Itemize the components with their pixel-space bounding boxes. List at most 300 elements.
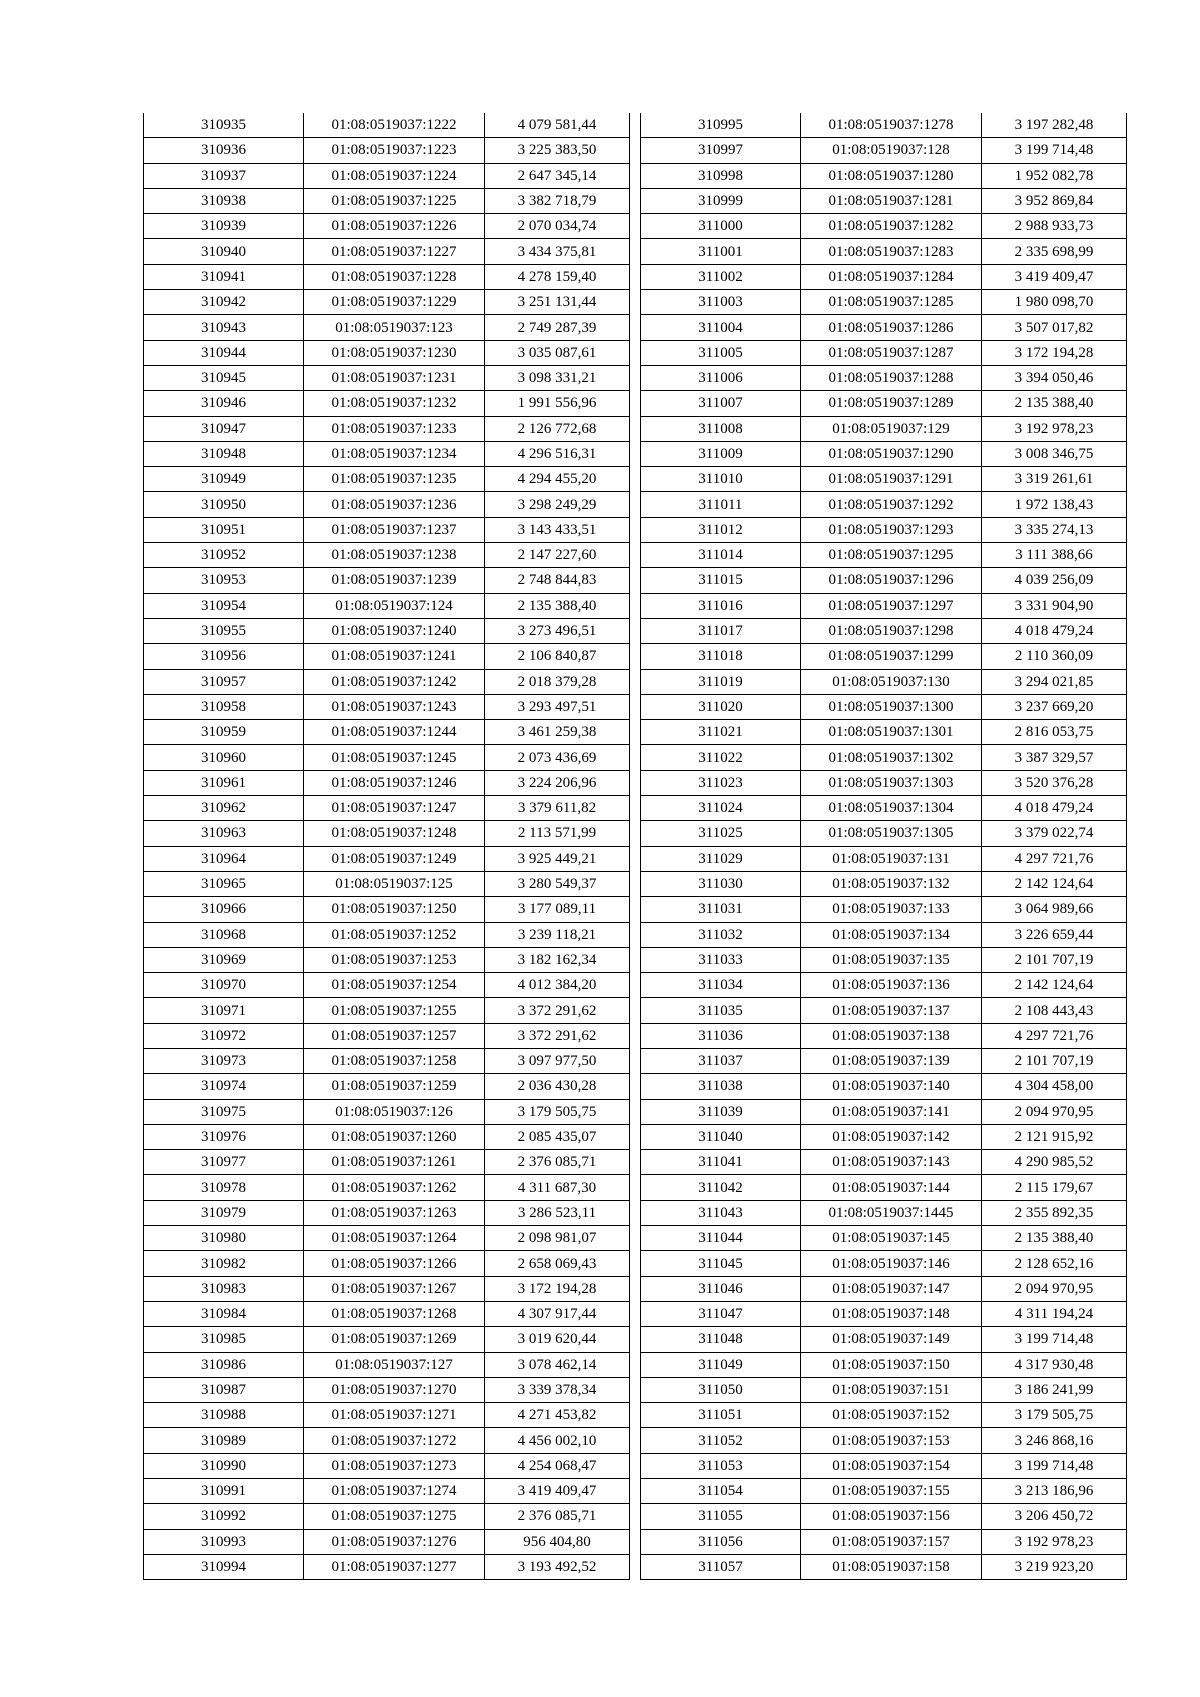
value-cell: 3 335 274,13 bbox=[982, 517, 1127, 542]
value-cell: 3 226 659,44 bbox=[982, 922, 1127, 947]
table-row bbox=[144, 1529, 630, 1554]
row-number-cell: 310956 bbox=[144, 644, 304, 669]
row-number-cell: 311050 bbox=[641, 1377, 801, 1402]
table-row bbox=[641, 871, 1127, 896]
cadastral-number-cell: 01:08:0519037:1231 bbox=[304, 365, 485, 390]
cadastral-number-cell: 01:08:0519037:152 bbox=[801, 1403, 982, 1428]
cadastral-number-cell: 01:08:0519037:145 bbox=[801, 1226, 982, 1251]
row-number-cell: 310999 bbox=[641, 188, 801, 213]
row-number-cell: 311016 bbox=[641, 593, 801, 618]
row-number-cell: 311044 bbox=[641, 1226, 801, 1251]
table-row bbox=[144, 441, 630, 466]
value-cell: 3 372 291,62 bbox=[485, 1023, 630, 1048]
cadastral-number-cell: 01:08:0519037:130 bbox=[801, 669, 982, 694]
row-number-cell: 310998 bbox=[641, 163, 801, 188]
row-number-cell: 311036 bbox=[641, 1023, 801, 1048]
cadastral-number-cell: 01:08:0519037:138 bbox=[801, 1023, 982, 1048]
cadastral-number-cell: 01:08:0519037:132 bbox=[801, 871, 982, 896]
cadastral-number-cell: 01:08:0519037:1302 bbox=[801, 745, 982, 770]
cadastral-number-cell: 01:08:0519037:1241 bbox=[304, 644, 485, 669]
table-row bbox=[144, 1048, 630, 1073]
cadastral-number-cell: 01:08:0519037:1227 bbox=[304, 239, 485, 264]
row-number-cell: 310986 bbox=[144, 1352, 304, 1377]
row-number-cell: 311024 bbox=[641, 796, 801, 821]
value-cell: 3 319 261,61 bbox=[982, 467, 1127, 492]
row-number-cell: 311008 bbox=[641, 416, 801, 441]
cadastral-number-cell: 01:08:0519037:1233 bbox=[304, 416, 485, 441]
row-number-cell: 310955 bbox=[144, 618, 304, 643]
cadastral-number-cell: 01:08:0519037:142 bbox=[801, 1124, 982, 1149]
row-number-cell: 310940 bbox=[144, 239, 304, 264]
value-cell: 3 246 868,16 bbox=[982, 1428, 1127, 1453]
cadastral-number-cell: 01:08:0519037:1229 bbox=[304, 290, 485, 315]
cadastral-number-cell: 01:08:0519037:126 bbox=[304, 1099, 485, 1124]
value-cell: 4 039 256,09 bbox=[982, 568, 1127, 593]
table-row bbox=[144, 694, 630, 719]
row-number-cell: 311029 bbox=[641, 846, 801, 871]
cadastral-number-cell: 01:08:0519037:1301 bbox=[801, 720, 982, 745]
row-number-cell: 310946 bbox=[144, 391, 304, 416]
value-cell: 2 748 844,83 bbox=[485, 568, 630, 593]
value-cell: 4 018 479,24 bbox=[982, 796, 1127, 821]
value-cell: 3 182 162,34 bbox=[485, 947, 630, 972]
value-cell: 2 749 287,39 bbox=[485, 315, 630, 340]
row-number-cell: 311047 bbox=[641, 1301, 801, 1326]
table-row bbox=[641, 1327, 1127, 1352]
row-number-cell: 310975 bbox=[144, 1099, 304, 1124]
table-row bbox=[641, 821, 1127, 846]
value-cell: 4 297 721,76 bbox=[982, 846, 1127, 871]
row-number-cell: 310997 bbox=[641, 138, 801, 163]
value-cell: 4 254 068,47 bbox=[485, 1453, 630, 1478]
table-row bbox=[641, 1124, 1127, 1149]
row-number-cell: 310977 bbox=[144, 1150, 304, 1175]
table-row bbox=[641, 1453, 1127, 1478]
table-row bbox=[641, 1276, 1127, 1301]
cadastral-number-cell: 01:08:0519037:1278 bbox=[801, 113, 982, 138]
table-row bbox=[641, 1377, 1127, 1402]
table-row bbox=[144, 1200, 630, 1225]
value-cell: 4 304 458,00 bbox=[982, 1074, 1127, 1099]
row-number-cell: 311037 bbox=[641, 1048, 801, 1073]
value-cell: 3 213 186,96 bbox=[982, 1479, 1127, 1504]
value-cell: 3 179 505,75 bbox=[982, 1403, 1127, 1428]
value-cell: 3 331 904,90 bbox=[982, 593, 1127, 618]
row-number-cell: 310976 bbox=[144, 1124, 304, 1149]
row-number-cell: 310983 bbox=[144, 1276, 304, 1301]
value-cell: 2 335 698,99 bbox=[982, 239, 1127, 264]
table-row bbox=[641, 391, 1127, 416]
cadastral-number-cell: 01:08:0519037:1240 bbox=[304, 618, 485, 643]
row-number-cell: 310937 bbox=[144, 163, 304, 188]
row-number-cell: 310978 bbox=[144, 1175, 304, 1200]
row-number-cell: 311052 bbox=[641, 1428, 801, 1453]
table-row bbox=[144, 264, 630, 289]
table-row bbox=[144, 973, 630, 998]
value-cell: 2 121 915,92 bbox=[982, 1124, 1127, 1149]
row-number-cell: 311017 bbox=[641, 618, 801, 643]
row-number-cell: 310974 bbox=[144, 1074, 304, 1099]
cadastral-number-cell: 01:08:0519037:146 bbox=[801, 1251, 982, 1276]
row-number-cell: 311055 bbox=[641, 1504, 801, 1529]
cadastral-number-cell: 01:08:0519037:1282 bbox=[801, 214, 982, 239]
table-row bbox=[641, 1226, 1127, 1251]
table-row bbox=[144, 391, 630, 416]
value-cell: 3 520 376,28 bbox=[982, 770, 1127, 795]
row-number-cell: 311041 bbox=[641, 1150, 801, 1175]
row-number-cell: 311031 bbox=[641, 897, 801, 922]
value-cell: 3 251 131,44 bbox=[485, 290, 630, 315]
value-cell: 3 280 549,37 bbox=[485, 871, 630, 896]
cadastral-number-cell: 01:08:0519037:1285 bbox=[801, 290, 982, 315]
value-cell: 1 980 098,70 bbox=[982, 290, 1127, 315]
table-row bbox=[641, 1529, 1127, 1554]
cadastral-number-cell: 01:08:0519037:1260 bbox=[304, 1124, 485, 1149]
cadastral-number-cell: 01:08:0519037:139 bbox=[801, 1048, 982, 1073]
value-cell: 4 307 917,44 bbox=[485, 1301, 630, 1326]
row-number-cell: 310954 bbox=[144, 593, 304, 618]
row-number-cell: 310970 bbox=[144, 973, 304, 998]
cadastral-number-cell: 01:08:0519037:1249 bbox=[304, 846, 485, 871]
row-number-cell: 311042 bbox=[641, 1175, 801, 1200]
row-number-cell: 310939 bbox=[144, 214, 304, 239]
value-cell: 2 376 085,71 bbox=[485, 1150, 630, 1175]
table-row bbox=[641, 669, 1127, 694]
row-number-cell: 310968 bbox=[144, 922, 304, 947]
value-cell: 3 111 388,66 bbox=[982, 543, 1127, 568]
table-row bbox=[641, 1301, 1127, 1326]
row-number-cell: 310962 bbox=[144, 796, 304, 821]
cadastral-number-cell: 01:08:0519037:135 bbox=[801, 947, 982, 972]
value-cell: 3 434 375,81 bbox=[485, 239, 630, 264]
value-cell: 2 816 053,75 bbox=[982, 720, 1127, 745]
table-row bbox=[144, 188, 630, 213]
value-cell: 3 035 087,61 bbox=[485, 340, 630, 365]
cadastral-number-cell: 01:08:0519037:149 bbox=[801, 1327, 982, 1352]
value-cell: 3 461 259,38 bbox=[485, 720, 630, 745]
table-row bbox=[144, 1124, 630, 1149]
row-number-cell: 310966 bbox=[144, 897, 304, 922]
cadastral-number-cell: 01:08:0519037:1222 bbox=[304, 113, 485, 138]
table-row bbox=[641, 1200, 1127, 1225]
cadastral-number-cell: 01:08:0519037:1271 bbox=[304, 1403, 485, 1428]
table-row bbox=[641, 1403, 1127, 1428]
row-number-cell: 310953 bbox=[144, 568, 304, 593]
row-number-cell: 310993 bbox=[144, 1529, 304, 1554]
table-row bbox=[641, 846, 1127, 871]
table-row bbox=[144, 517, 630, 542]
table-row bbox=[144, 1554, 630, 1579]
cadastral-number-cell: 01:08:0519037:1304 bbox=[801, 796, 982, 821]
table-row bbox=[641, 290, 1127, 315]
table-row bbox=[144, 163, 630, 188]
value-cell: 3 379 022,74 bbox=[982, 821, 1127, 846]
row-number-cell: 311054 bbox=[641, 1479, 801, 1504]
cadastral-number-cell: 01:08:0519037:1277 bbox=[304, 1554, 485, 1579]
value-cell: 3 952 869,84 bbox=[982, 188, 1127, 213]
table-row bbox=[641, 618, 1127, 643]
table-row bbox=[144, 543, 630, 568]
row-number-cell: 311001 bbox=[641, 239, 801, 264]
cadastral-number-cell: 01:08:0519037:1228 bbox=[304, 264, 485, 289]
row-number-cell: 310960 bbox=[144, 745, 304, 770]
row-number-cell: 310959 bbox=[144, 720, 304, 745]
value-cell: 3 193 492,52 bbox=[485, 1554, 630, 1579]
row-number-cell: 310938 bbox=[144, 188, 304, 213]
value-cell: 956 404,80 bbox=[485, 1529, 630, 1554]
cadastral-number-cell: 01:08:0519037:128 bbox=[801, 138, 982, 163]
value-cell: 3 925 449,21 bbox=[485, 846, 630, 871]
table-row bbox=[641, 340, 1127, 365]
value-cell: 3 273 496,51 bbox=[485, 618, 630, 643]
table-row bbox=[641, 138, 1127, 163]
value-cell: 4 278 159,40 bbox=[485, 264, 630, 289]
row-number-cell: 310958 bbox=[144, 694, 304, 719]
row-number-cell: 311015 bbox=[641, 568, 801, 593]
cadastral-number-cell: 01:08:0519037:141 bbox=[801, 1099, 982, 1124]
value-cell: 2 108 443,43 bbox=[982, 998, 1127, 1023]
value-cell: 3 339 378,34 bbox=[485, 1377, 630, 1402]
cadastral-number-cell: 01:08:0519037:1239 bbox=[304, 568, 485, 593]
table-row bbox=[144, 947, 630, 972]
row-number-cell: 310950 bbox=[144, 492, 304, 517]
table-row bbox=[641, 214, 1127, 239]
table-row bbox=[641, 188, 1127, 213]
table-row bbox=[641, 922, 1127, 947]
cadastral-number-cell: 01:08:0519037:143 bbox=[801, 1150, 982, 1175]
table-row bbox=[144, 467, 630, 492]
row-number-cell: 310949 bbox=[144, 467, 304, 492]
cadastral-number-cell: 01:08:0519037:1292 bbox=[801, 492, 982, 517]
value-cell: 1 991 556,96 bbox=[485, 391, 630, 416]
cadastral-number-cell: 01:08:0519037:125 bbox=[304, 871, 485, 896]
value-cell: 3 192 978,23 bbox=[982, 1529, 1127, 1554]
row-number-cell: 310942 bbox=[144, 290, 304, 315]
cadastral-number-cell: 01:08:0519037:1296 bbox=[801, 568, 982, 593]
table-row bbox=[144, 416, 630, 441]
value-cell: 4 290 985,52 bbox=[982, 1150, 1127, 1175]
row-number-cell: 311032 bbox=[641, 922, 801, 947]
table-row bbox=[144, 340, 630, 365]
table-row bbox=[641, 1099, 1127, 1124]
row-number-cell: 310945 bbox=[144, 365, 304, 390]
row-number-cell: 311006 bbox=[641, 365, 801, 390]
table-row bbox=[144, 1301, 630, 1326]
cadastral-number-cell: 01:08:0519037:1255 bbox=[304, 998, 485, 1023]
cadastral-number-cell: 01:08:0519037:1226 bbox=[304, 214, 485, 239]
value-cell: 2 128 652,16 bbox=[982, 1251, 1127, 1276]
value-cell: 2 094 970,95 bbox=[982, 1276, 1127, 1301]
row-number-cell: 311012 bbox=[641, 517, 801, 542]
value-cell: 2 376 085,71 bbox=[485, 1504, 630, 1529]
value-cell: 2 036 430,28 bbox=[485, 1074, 630, 1099]
cadastral-number-cell: 01:08:0519037:153 bbox=[801, 1428, 982, 1453]
row-number-cell: 310982 bbox=[144, 1251, 304, 1276]
value-cell: 2 135 388,40 bbox=[982, 1226, 1127, 1251]
row-number-cell: 310973 bbox=[144, 1048, 304, 1073]
row-number-cell: 311038 bbox=[641, 1074, 801, 1099]
value-cell: 4 311 687,30 bbox=[485, 1175, 630, 1200]
cadastral-number-cell: 01:08:0519037:1253 bbox=[304, 947, 485, 972]
cadastral-number-cell: 01:08:0519037:1274 bbox=[304, 1479, 485, 1504]
value-cell: 1 952 082,78 bbox=[982, 163, 1127, 188]
table-row bbox=[641, 1175, 1127, 1200]
row-number-cell: 311011 bbox=[641, 492, 801, 517]
cadastral-number-cell: 01:08:0519037:1303 bbox=[801, 770, 982, 795]
cadastral-number-cell: 01:08:0519037:134 bbox=[801, 922, 982, 947]
table-row bbox=[641, 568, 1127, 593]
row-number-cell: 311020 bbox=[641, 694, 801, 719]
value-cell: 3 293 497,51 bbox=[485, 694, 630, 719]
cadastral-number-cell: 01:08:0519037:1291 bbox=[801, 467, 982, 492]
cadastral-number-cell: 01:08:0519037:1248 bbox=[304, 821, 485, 846]
row-number-cell: 310965 bbox=[144, 871, 304, 896]
value-cell: 3 192 978,23 bbox=[982, 416, 1127, 441]
table-row bbox=[144, 669, 630, 694]
value-cell: 3 379 611,82 bbox=[485, 796, 630, 821]
cadastral-number-cell: 01:08:0519037:1284 bbox=[801, 264, 982, 289]
cadastral-number-cell: 01:08:0519037:1270 bbox=[304, 1377, 485, 1402]
table-row bbox=[641, 1504, 1127, 1529]
table-row bbox=[144, 239, 630, 264]
value-cell: 3 239 118,21 bbox=[485, 922, 630, 947]
row-number-cell: 310984 bbox=[144, 1301, 304, 1326]
table-row bbox=[641, 973, 1127, 998]
table-row bbox=[641, 745, 1127, 770]
cadastral-number-cell: 01:08:0519037:140 bbox=[801, 1074, 982, 1099]
table-row bbox=[144, 1377, 630, 1402]
row-number-cell: 311004 bbox=[641, 315, 801, 340]
value-cell: 2 142 124,64 bbox=[982, 871, 1127, 896]
value-cell: 2 094 970,95 bbox=[982, 1099, 1127, 1124]
value-cell: 2 098 981,07 bbox=[485, 1226, 630, 1251]
value-cell: 4 294 455,20 bbox=[485, 467, 630, 492]
cadastral-number-cell: 01:08:0519037:123 bbox=[304, 315, 485, 340]
cadastral-number-cell: 01:08:0519037:1246 bbox=[304, 770, 485, 795]
cadastral-number-cell: 01:08:0519037:1290 bbox=[801, 441, 982, 466]
row-number-cell: 310995 bbox=[641, 113, 801, 138]
cadastral-number-cell: 01:08:0519037:1275 bbox=[304, 1504, 485, 1529]
cadastral-number-cell: 01:08:0519037:1242 bbox=[304, 669, 485, 694]
row-number-cell: 311056 bbox=[641, 1529, 801, 1554]
value-cell: 1 972 138,43 bbox=[982, 492, 1127, 517]
value-cell: 2 126 772,68 bbox=[485, 416, 630, 441]
cadastral-number-cell: 01:08:0519037:124 bbox=[304, 593, 485, 618]
cadastral-number-cell: 01:08:0519037:1445 bbox=[801, 1200, 982, 1225]
value-cell: 3 237 669,20 bbox=[982, 694, 1127, 719]
cadastral-number-cell: 01:08:0519037:1232 bbox=[304, 391, 485, 416]
table-row bbox=[641, 441, 1127, 466]
table-row bbox=[641, 163, 1127, 188]
table-row bbox=[641, 720, 1127, 745]
cadastral-number-cell: 01:08:0519037:1247 bbox=[304, 796, 485, 821]
value-cell: 3 419 409,47 bbox=[982, 264, 1127, 289]
cadastral-number-cell: 01:08:0519037:1266 bbox=[304, 1251, 485, 1276]
cadastral-number-cell: 01:08:0519037:1252 bbox=[304, 922, 485, 947]
table-row bbox=[144, 846, 630, 871]
row-number-cell: 310980 bbox=[144, 1226, 304, 1251]
row-number-cell: 310936 bbox=[144, 138, 304, 163]
table-row bbox=[144, 1074, 630, 1099]
row-number-cell: 311049 bbox=[641, 1352, 801, 1377]
table-row bbox=[641, 467, 1127, 492]
cadastral-number-cell: 01:08:0519037:1288 bbox=[801, 365, 982, 390]
row-number-cell: 310985 bbox=[144, 1327, 304, 1352]
row-number-cell: 311010 bbox=[641, 467, 801, 492]
value-cell: 3 186 241,99 bbox=[982, 1377, 1127, 1402]
cadastral-number-cell: 01:08:0519037:1262 bbox=[304, 1175, 485, 1200]
table-row bbox=[144, 770, 630, 795]
cadastral-number-cell: 01:08:0519037:1273 bbox=[304, 1453, 485, 1478]
table-row bbox=[144, 568, 630, 593]
row-number-cell: 310992 bbox=[144, 1504, 304, 1529]
cadastral-number-cell: 01:08:0519037:155 bbox=[801, 1479, 982, 1504]
cadastral-number-cell: 01:08:0519037:157 bbox=[801, 1529, 982, 1554]
table-row bbox=[144, 1226, 630, 1251]
table-row bbox=[641, 796, 1127, 821]
value-cell: 3 382 718,79 bbox=[485, 188, 630, 213]
row-number-cell: 311035 bbox=[641, 998, 801, 1023]
cadastral-number-cell: 01:08:0519037:151 bbox=[801, 1377, 982, 1402]
table-row bbox=[144, 871, 630, 896]
table-row bbox=[641, 1479, 1127, 1504]
cadastral-number-cell: 01:08:0519037:1261 bbox=[304, 1150, 485, 1175]
value-cell: 4 079 581,44 bbox=[485, 113, 630, 138]
row-number-cell: 311000 bbox=[641, 214, 801, 239]
table-row bbox=[144, 1327, 630, 1352]
table-row bbox=[641, 947, 1127, 972]
row-number-cell: 310994 bbox=[144, 1554, 304, 1579]
table-row bbox=[641, 1048, 1127, 1073]
row-number-cell: 311018 bbox=[641, 644, 801, 669]
table-row bbox=[641, 239, 1127, 264]
table-row bbox=[144, 1276, 630, 1301]
value-cell: 3 019 620,44 bbox=[485, 1327, 630, 1352]
value-cell: 3 098 331,21 bbox=[485, 365, 630, 390]
value-cell: 3 197 282,48 bbox=[982, 113, 1127, 138]
value-cell: 2 018 379,28 bbox=[485, 669, 630, 694]
value-cell: 3 372 291,62 bbox=[485, 998, 630, 1023]
value-cell: 3 199 714,48 bbox=[982, 1453, 1127, 1478]
row-number-cell: 311021 bbox=[641, 720, 801, 745]
table-row bbox=[641, 770, 1127, 795]
table-row bbox=[144, 1428, 630, 1453]
cadastral-number-cell: 01:08:0519037:129 bbox=[801, 416, 982, 441]
row-number-cell: 310963 bbox=[144, 821, 304, 846]
table-row bbox=[144, 1479, 630, 1504]
row-number-cell: 310952 bbox=[144, 543, 304, 568]
table-row bbox=[641, 694, 1127, 719]
cadastral-number-cell: 01:08:0519037:1293 bbox=[801, 517, 982, 542]
value-cell: 2 988 933,73 bbox=[982, 214, 1127, 239]
cadastral-number-cell: 01:08:0519037:1305 bbox=[801, 821, 982, 846]
table-row bbox=[144, 593, 630, 618]
row-number-cell: 310972 bbox=[144, 1023, 304, 1048]
value-cell: 2 113 571,99 bbox=[485, 821, 630, 846]
row-number-cell: 311040 bbox=[641, 1124, 801, 1149]
row-number-cell: 311014 bbox=[641, 543, 801, 568]
cadastral-number-cell: 01:08:0519037:1236 bbox=[304, 492, 485, 517]
table-row bbox=[641, 1074, 1127, 1099]
row-number-cell: 310971 bbox=[144, 998, 304, 1023]
table-row bbox=[641, 593, 1127, 618]
value-cell: 3 078 462,14 bbox=[485, 1352, 630, 1377]
cadastral-number-cell: 01:08:0519037:131 bbox=[801, 846, 982, 871]
cadastral-number-cell: 01:08:0519037:1264 bbox=[304, 1226, 485, 1251]
table-row bbox=[144, 365, 630, 390]
cadastral-number-cell: 01:08:0519037:1257 bbox=[304, 1023, 485, 1048]
cadastral-table-right bbox=[640, 113, 1127, 1580]
